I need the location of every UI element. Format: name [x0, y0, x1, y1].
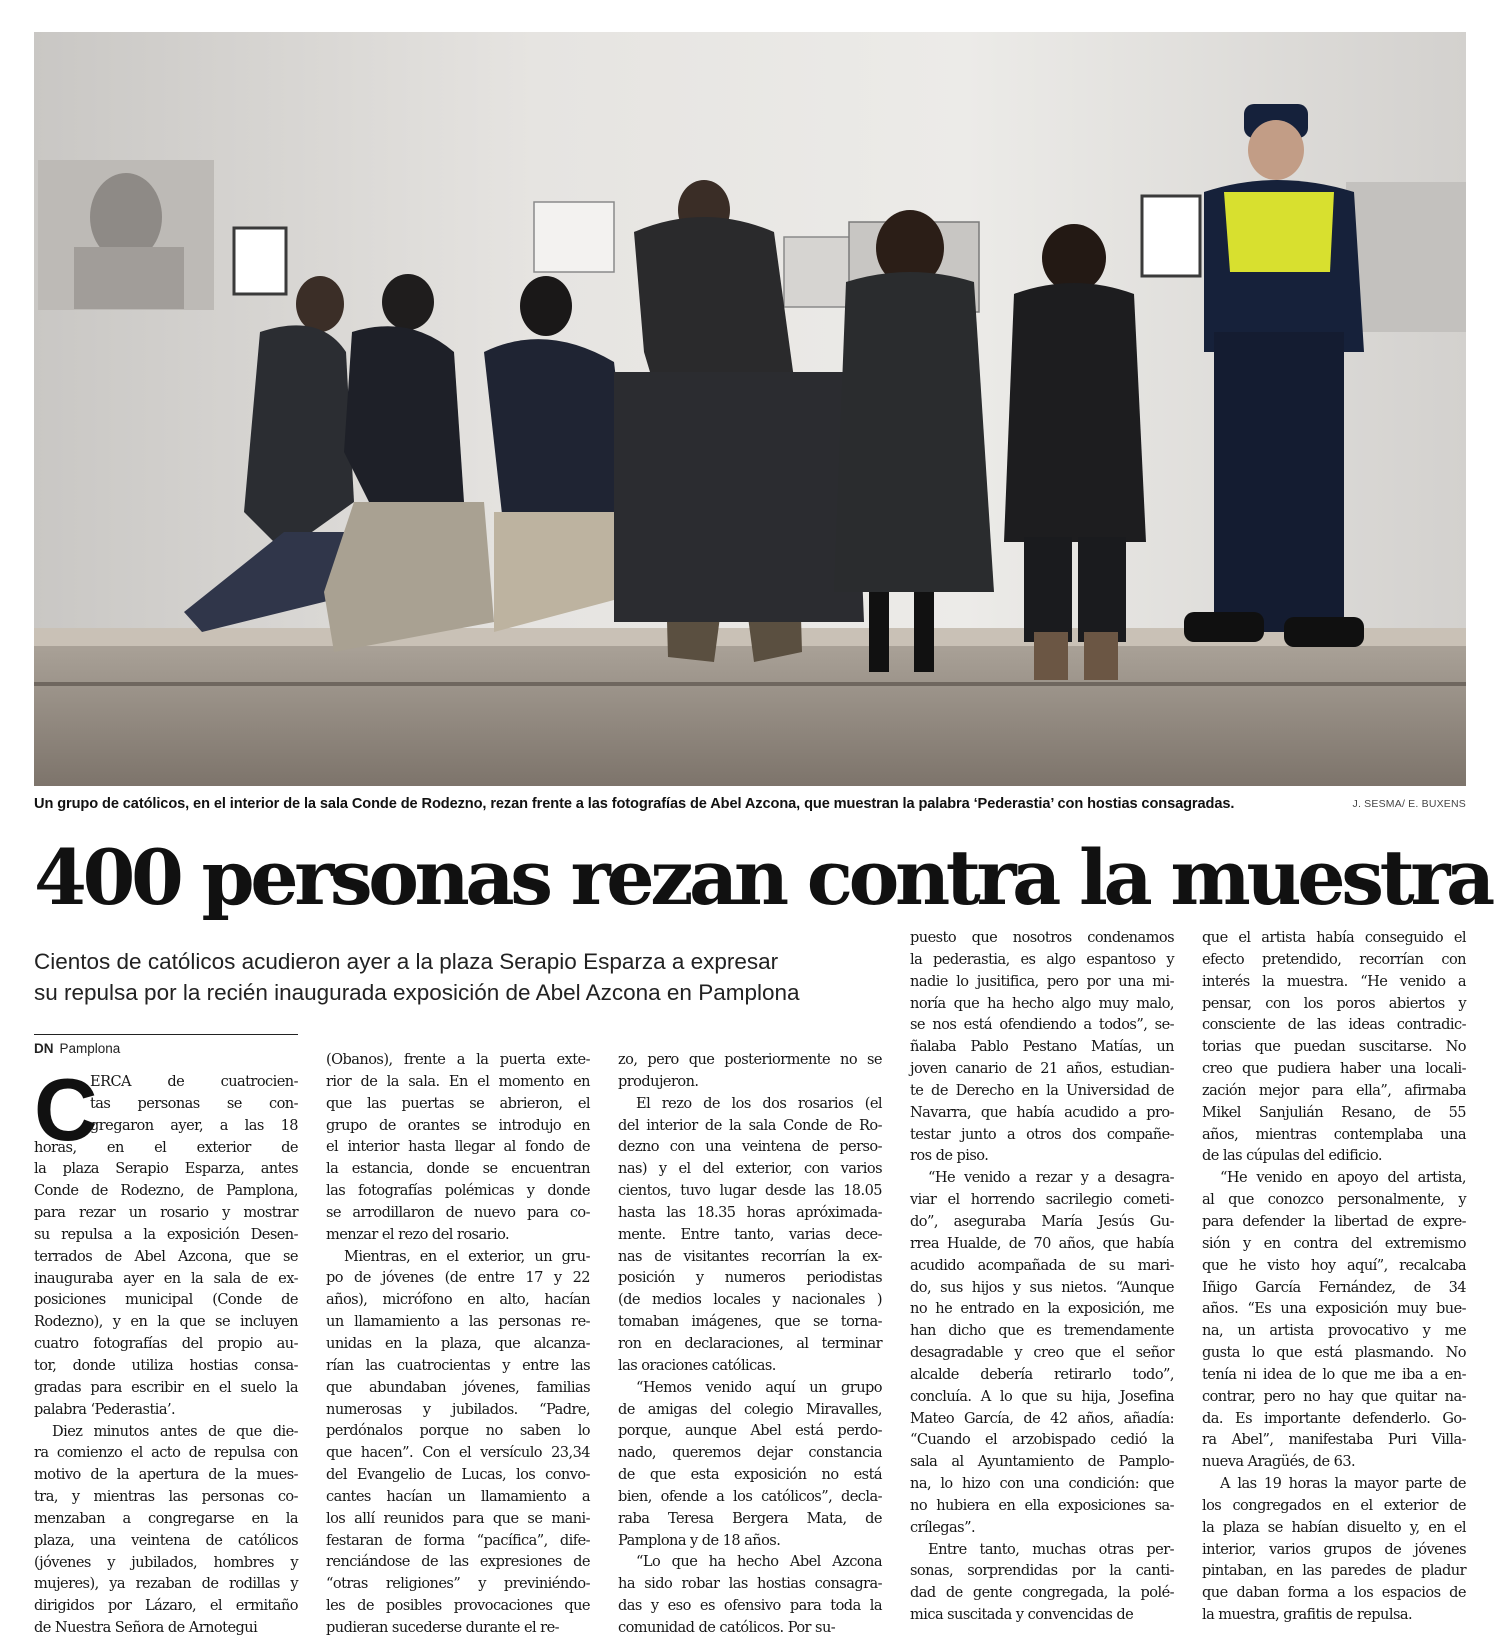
article-line: del interior de la sala Conde de Ro- — [618, 1116, 882, 1134]
deck-line-1: Cientos de católicos acudieron ayer a la plaza Serapio Esparza a expresar — [34, 949, 779, 974]
article-line: han dicho que es tremendamente — [910, 1322, 1174, 1340]
article-line: la estancia, donde se encuentran — [326, 1160, 590, 1178]
article-line: (de medios locales y nacionales ) — [618, 1291, 882, 1309]
article-line: Mikel Sanjulián Resano, de 55 — [1202, 1103, 1466, 1121]
article-line: posición y numeros periodistas — [618, 1269, 882, 1287]
article-line: alcalde debería retirarlo todo”, — [910, 1365, 1174, 1383]
article-line: el interior hasta llegar al fondo de — [326, 1138, 590, 1156]
article-line: ra Abel”, manifestaba Puri Villa- — [1202, 1431, 1466, 1449]
article-line: dezno con una veintena de perso- — [618, 1138, 882, 1156]
article-line: nado, queremos dejar constancia — [618, 1444, 882, 1462]
article-line: desagradable y creo que el señor — [910, 1344, 1174, 1362]
article-line: gradas para escribir en el suelo la — [34, 1378, 298, 1396]
article-line: Navarra, que había acudido a pro- — [910, 1103, 1174, 1121]
article-line: puesto que nosotros condenamos — [910, 929, 1174, 946]
article-column-4 — [910, 927, 1174, 1626]
article-line: tenía ni idea de lo que me iba a en- — [1202, 1365, 1466, 1383]
article-line: que el artista había conseguido el — [1202, 929, 1466, 946]
article-line: ERCA de cuatrocien- — [90, 1073, 298, 1090]
byline-place: Pamplona — [59, 1041, 121, 1056]
article-line: se nos está ofendiendo a todos”, se- — [910, 1016, 1174, 1034]
article-line: consciente de las ideas contradic- — [1202, 1016, 1466, 1034]
article-line: contrar, pero no hay que quitar na- — [1202, 1387, 1466, 1405]
article-line: que he visto hoy aquí”, recalcaba — [1202, 1256, 1466, 1274]
article-line: rían las cuatrocientas y entre las — [326, 1356, 590, 1374]
article-line: al que conozco personalmente, y — [1202, 1191, 1466, 1209]
article-line: años, mientras contemplaba una — [1202, 1125, 1466, 1143]
article-line: motivo de la apertura de la mues- — [34, 1466, 298, 1484]
article-line: no hubiera en ella exposiciones sa- — [910, 1496, 1174, 1514]
article-line: tomaban imágenes, que se torna- — [618, 1313, 882, 1331]
article-line: acudido acompañada de su mari- — [910, 1256, 1174, 1274]
article-line: porque, aunque Abel está perdo- — [618, 1422, 882, 1440]
article-line: produjeron. — [618, 1072, 699, 1090]
byline — [34, 1034, 298, 1056]
deck-line-2: su repulsa por la recién inaugurada exposición de Abel Azcona en Pamplona — [34, 980, 800, 1005]
article-line: menzar el rezo del rosario. — [326, 1225, 510, 1243]
article-line: da. Es importante defenderlo. Go- — [1202, 1409, 1466, 1427]
article-line: comunidad de católicos. Por su- — [618, 1618, 836, 1636]
article-line: ñalaba Pablo Pestano Matías, un — [910, 1038, 1174, 1056]
article-line: (jóvenes y jubilados, hombres y — [34, 1553, 298, 1571]
article-line: se arrodillaron de nuevo para co- — [326, 1203, 590, 1221]
article-line: “Lo que ha hecho Abel Azcona — [636, 1553, 882, 1571]
article-line: de amigas del colegio Miravalles, — [618, 1400, 882, 1418]
article-line: las oraciones católicas. — [618, 1356, 776, 1374]
article-line: dirigidos por Lázaro, el ermitaño — [34, 1597, 298, 1615]
article-photo — [34, 32, 1466, 786]
article-line: de que esta exposición no está — [618, 1466, 882, 1484]
article-line: Conde de Rodezno, de Pamplona, — [34, 1182, 298, 1200]
drop-cap: C — [34, 1060, 96, 1159]
article-line: cantes hacían un llamamiento a — [326, 1487, 590, 1505]
article-line: pintaban, en las paredes de pladur — [1202, 1562, 1466, 1580]
article-line: te de Derecho en la Universidad de — [910, 1081, 1174, 1099]
article-column-2 — [326, 1049, 590, 1639]
article-line: do”, aseguraba María Jesús Gu- — [910, 1212, 1174, 1230]
article-line: renciándose de las expresiones de — [326, 1553, 590, 1571]
article-line: Mateo García, de 42 años, añadía: — [910, 1409, 1174, 1427]
article-line: los congregados en el exterior de — [1202, 1496, 1466, 1514]
article-line: concluía. A lo que su hija, Josefina — [910, 1387, 1174, 1405]
article-line: nueva Aragüés, de 63. — [1202, 1453, 1356, 1471]
byline-outlet: DN — [34, 1041, 54, 1056]
article-line: que daban forma a los espacios de — [1202, 1584, 1466, 1602]
article-line: los allí reunidos para que se mani- — [326, 1509, 590, 1527]
article-line: “Hemos venido aquí un grupo — [636, 1378, 882, 1396]
article-line: “He venido en apoyo del artista, — [1220, 1169, 1466, 1187]
article-line: años. “Es una exposición muy bue- — [1202, 1300, 1466, 1318]
article-line: das y eso es ofensivo para toda la — [618, 1597, 882, 1615]
article-line: interior, varios grupos de jóvenes — [1202, 1540, 1466, 1558]
article-line: perdónalos porque no saben lo — [326, 1422, 590, 1440]
article-line: Pamplona y de 18 años. — [618, 1531, 781, 1549]
article-line: horas, en el exterior de — [34, 1138, 298, 1156]
article-line: años), micrófono en alto, hacían — [326, 1291, 590, 1309]
article-line: terrados de Abel Azcona, que se — [34, 1247, 298, 1265]
article-line: pudieran sucederse durante el re- — [326, 1618, 560, 1636]
article-line: interés la muestra. “He venido a — [1202, 972, 1466, 990]
article-line: joven canario de 21 años, estudian- — [910, 1060, 1174, 1078]
article-line: El rezo de los dos rosarios (el — [636, 1094, 882, 1112]
article-line: la plaza Serapio Esparza, antes — [34, 1160, 298, 1178]
article-line: (Obanos), frente a la puerta exte- — [326, 1051, 590, 1068]
article-line: grupo de orantes se introdujo en — [326, 1116, 590, 1134]
article-line: nadie lo jusitifica, pero por una mi- — [910, 972, 1174, 990]
article-line: ron en declaraciones, al terminar — [618, 1334, 882, 1352]
article-line: ros de piso. — [910, 1147, 989, 1165]
article-line: “Cuando el arzobispado cedió la — [910, 1431, 1174, 1449]
article-line: viar el horrendo sacrilegio cometi- — [910, 1191, 1174, 1209]
article-line: noría que ha hecho algo muy malo, — [910, 994, 1174, 1012]
article-line: testar junto a otros dos compañe- — [910, 1125, 1174, 1143]
article-line: tra, y mientras las personas co- — [34, 1488, 298, 1506]
article-line: inauguraba ayer en la sala de ex- — [34, 1269, 298, 1287]
article-line: rrea Hualde, de 70 años, que había — [910, 1234, 1174, 1252]
article-line: mica suscitada y convencidas de — [910, 1606, 1134, 1624]
article-line: cientos, tuvo lugar desde las 18.05 — [618, 1182, 882, 1200]
article-line: que hacen”. Con el versículo 23,34 — [326, 1444, 590, 1462]
article-line: tor, donde utiliza hostias consa- — [34, 1356, 298, 1374]
article-line: la pederastia, es algo espantoso y — [910, 950, 1174, 968]
article-line: sión y en contra del extremismo — [1202, 1234, 1466, 1252]
article-line: zación mejor para ella”, afirmaba — [1202, 1081, 1466, 1099]
article-line: Diez minutos antes de que die- — [52, 1422, 298, 1440]
headline: 400 personas rezan contra la muestra — [34, 833, 1491, 922]
article-line: rior de la sala. En el momento en — [326, 1072, 590, 1090]
article-line: ra comienzo el acto de repulsa con — [34, 1444, 298, 1462]
article-line: “He venido a rezar y a desagra- — [928, 1169, 1174, 1187]
article-line: mente. Entre tanto, varias dece- — [618, 1225, 882, 1243]
article-line: efecto pretendido, recorrían con — [1202, 950, 1466, 968]
article-line: na, lo hizo con una condición: que — [910, 1475, 1174, 1493]
article-line: Rodezno), y en la que se incluyen — [34, 1313, 298, 1331]
article-line: palabra ‘Pederastia’. — [34, 1400, 176, 1418]
article-line: plaza, una veintena de católicos — [34, 1531, 298, 1549]
article-line: pensar, con los poros abiertos y — [1202, 994, 1466, 1012]
article-line: gregaron ayer, a las 18 — [90, 1116, 298, 1134]
photo-illustration — [34, 32, 1466, 786]
article-line: no he entrado en la exposición, me — [910, 1300, 1174, 1318]
article-line: la plaza se habían disuelto y, en el — [1202, 1518, 1466, 1536]
caption-text: Un grupo de católicos, en el interior de la sala Conde de Rodezno, rezan frente a las fotografías de Abel Azcona, que muestran la palabra ‘Pederastia’ con hostias consagradas. — [34, 796, 1235, 812]
article-line: un llamamiento a las personas re- — [326, 1313, 590, 1331]
article-line: gusta lo que está plasmando. No — [1202, 1344, 1466, 1362]
article-line: la muestra, grafitis de repulsa. — [1202, 1606, 1413, 1624]
article-line: bien, ofende a los católicos”, decla- — [618, 1487, 882, 1505]
article-line: cuatro fotografías del propio au- — [34, 1335, 298, 1353]
article-line: del Evangelio de Lucas, los convo- — [326, 1466, 590, 1484]
article-line: sonas, sorprendidas por la canti- — [910, 1562, 1174, 1580]
article-line: “otras religiones” y previniéndo- — [326, 1575, 590, 1593]
article-column-1 — [34, 1060, 298, 1639]
article-line: ha sido robar las hostias consagra- — [618, 1575, 882, 1593]
article-line: dad de gente congregada, la polé- — [910, 1584, 1174, 1602]
article-line: A las 19 horas la mayor parte de — [1220, 1475, 1466, 1493]
article-line: de las cúpulas del edificio. — [1202, 1147, 1382, 1165]
article-line: crílegas”. — [910, 1518, 976, 1536]
article-line: nas de visitantes recorrían la ex- — [618, 1247, 882, 1265]
article-line: menzaban a congregarse en la — [34, 1509, 298, 1527]
article-line: Mientras, en el exterior, un gru- — [344, 1247, 590, 1265]
article-line: las fotografías polémicas y donde — [326, 1182, 590, 1200]
article-line: para defender la libertad de expre- — [1202, 1212, 1466, 1230]
article-line: numerosas y jubilados. “Padre, — [326, 1400, 590, 1418]
article-line: posiciones municipal (Conde de — [34, 1291, 298, 1309]
photo-caption — [34, 792, 1466, 816]
article-line: sala al Ayuntamiento de Pamplo- — [910, 1453, 1174, 1471]
article-line: Entre tanto, muchas otras per- — [928, 1540, 1174, 1558]
article-line: do, sus hijos y sus nietos. “Aunque — [910, 1278, 1174, 1296]
article-line: les de posibles provocaciones que — [326, 1597, 590, 1615]
article-line: mujeres), ya rezaban de rodillas y — [34, 1575, 298, 1593]
article-line: Iñigo García Fernández, de 34 — [1202, 1278, 1466, 1296]
article-line: unidas en la plaza, que alcanza- — [326, 1334, 590, 1352]
article-line: nas) y el del exterior, con varios — [618, 1160, 882, 1178]
article-line: festaran de forma “pacífica”, dife- — [326, 1531, 590, 1549]
article-line: su repulsa a la exposición Desen- — [34, 1225, 298, 1243]
deck — [34, 946, 884, 1008]
article-line: hasta las 18.35 horas apróximada- — [618, 1203, 882, 1221]
article-line: tas personas se con- — [90, 1094, 298, 1112]
article-column-5 — [1202, 927, 1466, 1626]
article-line: na, un artista provocativo y me — [1202, 1322, 1466, 1340]
article-line: que las puertas se abrieron, el — [326, 1094, 590, 1112]
article-line: de Nuestra Señora de Arnotegui — [34, 1619, 258, 1637]
article-line: que abundaban jóvenes, familias — [326, 1378, 590, 1396]
article-line: torias que puedan suscitarse. No — [1202, 1038, 1466, 1056]
article-line: zo, pero que posteriormente no se — [618, 1051, 882, 1068]
article-column-3 — [618, 1049, 882, 1639]
photo-credit: J. SESMA/ E. BUXENS — [1352, 798, 1466, 810]
article-line: para rezar un rosario y mostrar — [34, 1204, 298, 1222]
article-line: raba Teresa Bergera Mata, de — [618, 1509, 882, 1527]
article-line: creo que pudiera haber una locali- — [1202, 1060, 1466, 1078]
article-line: po de jóvenes (de entre 17 y 22 — [326, 1269, 590, 1287]
